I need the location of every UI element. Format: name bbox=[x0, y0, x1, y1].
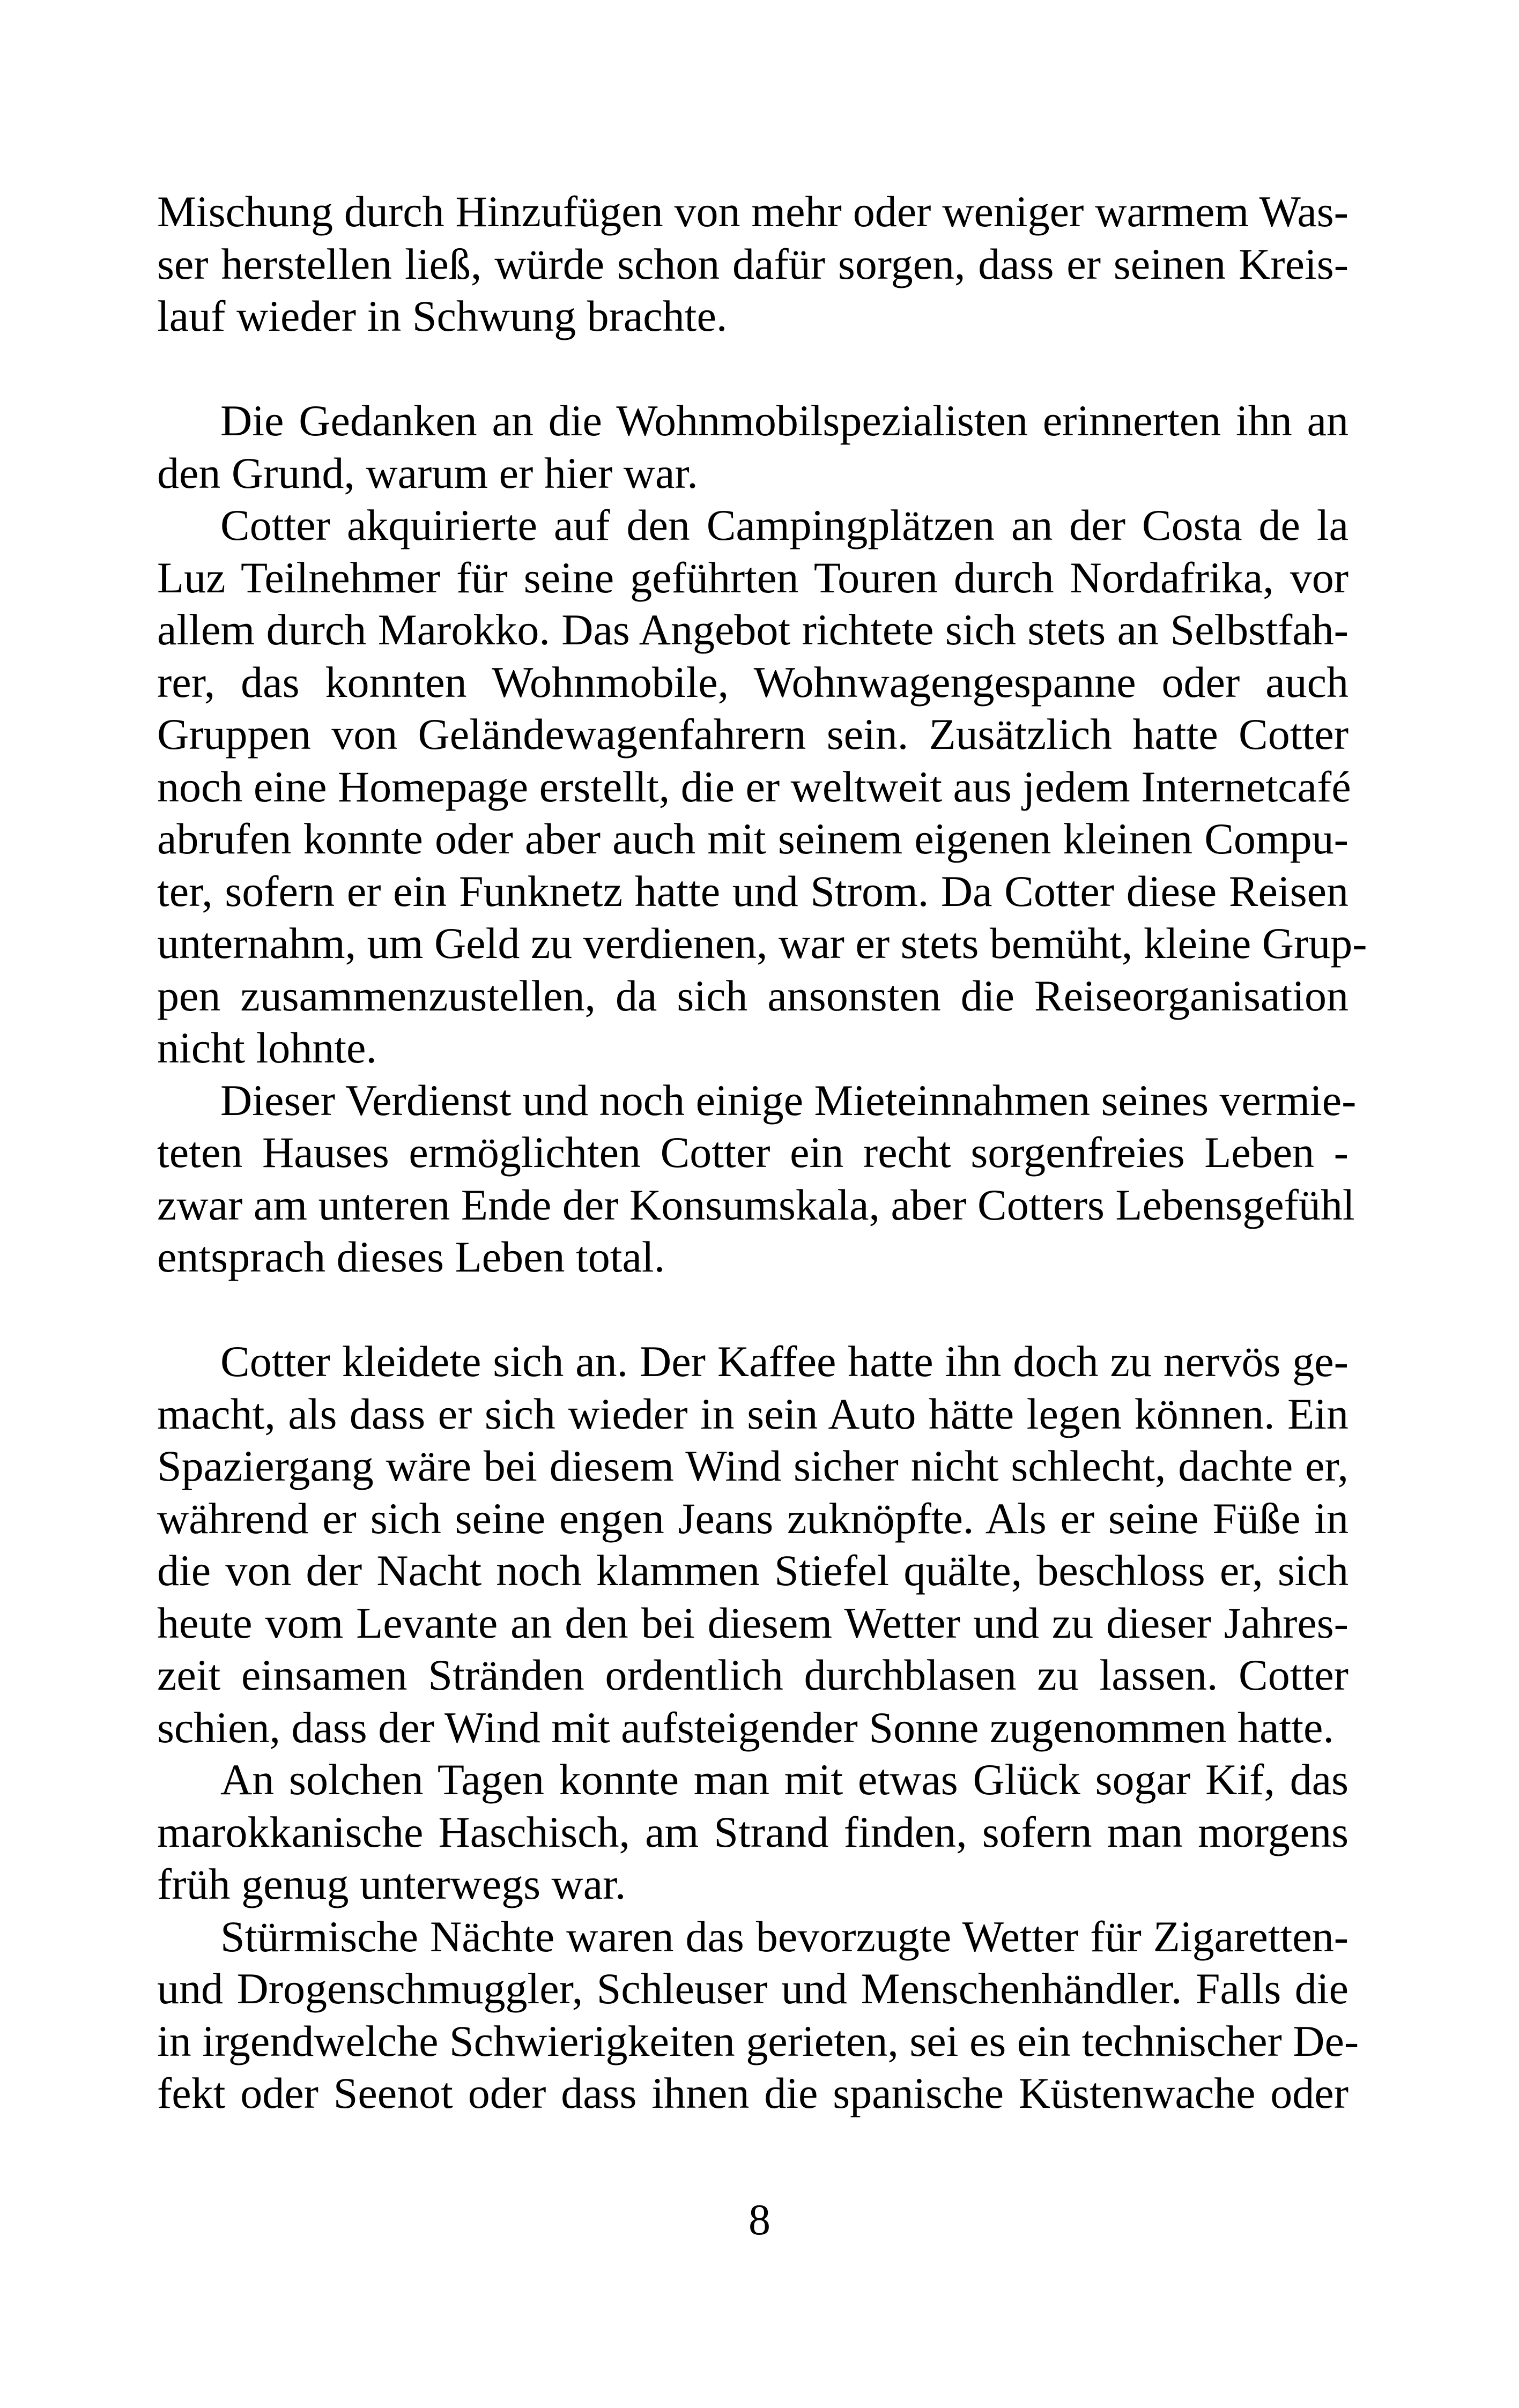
text-line: unternahm, um Geld zu verdienen, war er stets bemüht, kleine Grup- bbox=[157, 919, 1367, 968]
text-line: ter, sofern er ein Funknetz hatte und Strom. Da Cotter diese Reisen bbox=[157, 866, 1348, 916]
body-text bbox=[157, 185, 1367, 2120]
text-line: pen zusammenzustellen, da sich ansonsten die Reiseorganisation bbox=[157, 971, 1348, 1020]
text-line: lauf wieder in Schwung brachte. bbox=[157, 292, 728, 340]
text-line: Luz Teilnehmer für seine geführten Touren durch Nordafrika, vor bbox=[157, 553, 1348, 602]
text-line: Stürmische Nächte waren das bevorzugte Wetter für Zigaretten- bbox=[220, 1912, 1348, 1961]
text-line: und Drogenschmuggler, Schleuser und Menschenhändler. Falls die bbox=[157, 1964, 1348, 2013]
text-line: Mischung durch Hinzufügen von mehr oder weniger warmem Was- bbox=[157, 187, 1348, 236]
paragraph bbox=[157, 395, 1348, 499]
text-line: rer, das konnten Wohnmobile, Wohnwagengespanne oder auch bbox=[157, 657, 1348, 707]
text-line: zeit einsamen Stränden ordentlich durchblasen zu lassen. Cotter bbox=[157, 1651, 1348, 1699]
text-line: marokkanische Haschisch, am Strand finden, sofern man morgens bbox=[157, 1807, 1348, 1856]
text-line: Cotter akquirierte auf den Campingplätzen an der Costa de la bbox=[220, 501, 1348, 549]
text-line: entsprach dieses Leben total. bbox=[157, 1232, 665, 1281]
paragraph bbox=[157, 1335, 1348, 1753]
paragraph bbox=[157, 1911, 1359, 2120]
text-line: abrufen konnte oder aber auch mit seinem eigenen kleinen Compu- bbox=[157, 814, 1348, 863]
text-line: allem durch Marokko. Das Angebot richtete sich stets an Selbstfah- bbox=[157, 605, 1348, 654]
text-line: An solchen Tagen konnte man mit etwas Glück sogar Kif, das bbox=[220, 1755, 1348, 1804]
text-line: den Grund, warum er hier war. bbox=[157, 448, 698, 497]
text-line: teten Hauses ermöglichten Cotter ein recht sorgenfreies Leben - bbox=[157, 1128, 1348, 1177]
text-line: die von der Nacht noch klammen Stiefel quälte, beschloss er, sich bbox=[157, 1546, 1348, 1595]
text-line: Gruppen von Geländewagenfahrern sein. Zusätzlich hatte Cotter bbox=[157, 710, 1348, 759]
paragraph bbox=[157, 185, 1348, 343]
text-line: macht, als dass er sich wieder in sein Auto hätte legen können. Ein bbox=[157, 1389, 1348, 1438]
text-line: Spaziergang wäre bei diesem Wind sicher nicht schlecht, dachte er, bbox=[157, 1441, 1348, 1490]
text-line: Dieser Verdienst und noch einige Mieteinnahmen seines vermie- bbox=[220, 1075, 1357, 1125]
text-line: während er sich seine engen Jeans zuknöpfte. Als er seine Füße in bbox=[157, 1493, 1348, 1543]
text-line: nicht lohnte. bbox=[157, 1023, 377, 1072]
text-line: früh genug unterwegs war. bbox=[157, 1860, 626, 1908]
paragraph bbox=[157, 1753, 1348, 1911]
text-line: ser herstellen ließ, würde schon dafür sorgen, dass er seinen Kreis- bbox=[157, 239, 1348, 288]
text-line: heute vom Levante an den bei diesem Wetter und zu dieser Jahres- bbox=[157, 1598, 1348, 1647]
paragraph bbox=[157, 499, 1367, 1074]
text-line: Die Gedanken an die Wohnmobilspezialisten erinnerten ihn an bbox=[220, 396, 1348, 445]
text-line: Cotter kleidete sich an. Der Kaffee hatte ihn doch zu nervös ge- bbox=[220, 1337, 1348, 1386]
text-line: zwar am unteren Ende der Konsumskala, aber Cotters Lebensgefühl bbox=[157, 1180, 1355, 1229]
page-number: 8 bbox=[749, 2195, 770, 2244]
text-line: noch eine Homepage erstellt, die er weltweit aus jedem Internetcafé bbox=[157, 762, 1351, 811]
text-line: in irgendwelche Schwierigkeiten gerieten, sei es ein technischer De- bbox=[157, 2016, 1359, 2065]
text-line: fekt oder Seenot oder dass ihnen die spanische Küstenwache oder bbox=[157, 2069, 1348, 2117]
paragraph bbox=[157, 1074, 1357, 1283]
text-line: schien, dass der Wind mit aufsteigender Sonne zugenommen hatte. bbox=[157, 1703, 1334, 1752]
